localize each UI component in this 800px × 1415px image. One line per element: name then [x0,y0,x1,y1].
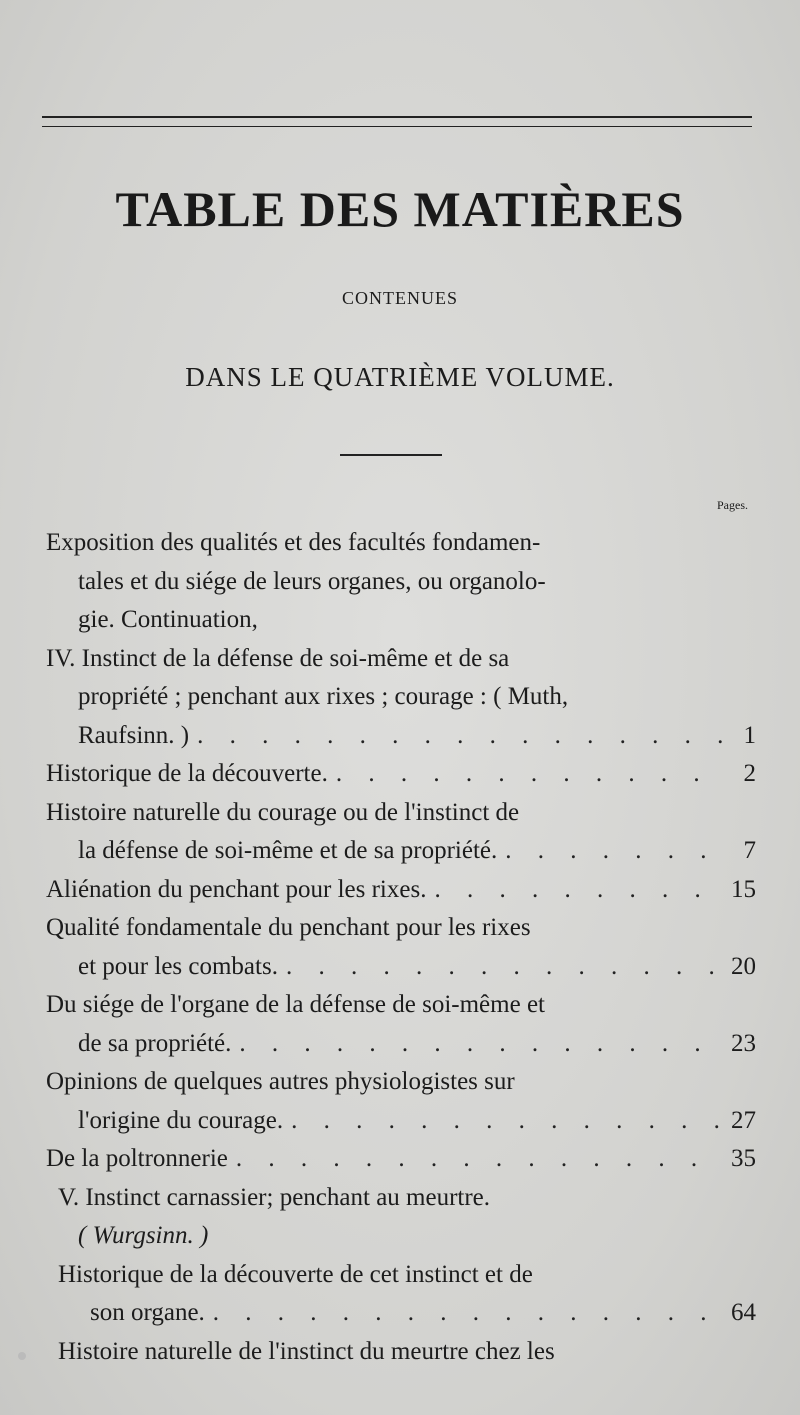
toc-entry-text: Opinions de quelques autres physiologistes sur [46,1068,515,1095]
toc-entry-text: V. Instinct carnassier; penchant au meurtre. [58,1183,491,1211]
toc-entry-line [46,986,756,1025]
toc-entry [46,794,756,871]
toc-entry-line [46,794,756,833]
toc-entry [46,1063,756,1140]
page-number: 35 [731,1145,756,1172]
page-number: 64 [731,1299,756,1326]
paper-speck [18,1352,26,1360]
toc-entry-line [46,563,756,602]
toc-entry-line [46,832,756,871]
toc-entry-line [58,1333,756,1372]
dot-leader [239,1025,724,1064]
toc-entry-text: de sa propriété. [78,1029,232,1057]
toc-entry [46,871,756,910]
toc-entry-text: Raufsinn. ) [78,721,190,749]
toc-entry-text: et pour les combats. [78,952,278,980]
page-number: 27 [731,1106,756,1134]
page-subtitle: CONTENUES [342,288,458,308]
toc-entry-text: Historique de la découverte. [46,760,328,787]
toc-entry-text: De la poltronnerie [46,1145,228,1172]
toc-entry-text: Histoire naturelle du courage ou de l'instinct de [46,798,520,826]
page-number: 15 [731,875,756,903]
toc-entry-line [46,909,756,948]
toc-entry-text: Exposition des qualités et des facultés fondamen- [46,529,541,556]
dot-leader [336,755,724,794]
toc-entry-line [46,1140,756,1179]
dot-leader [286,948,724,987]
toc-entry-line [46,948,756,987]
toc-entry-line [58,1256,756,1295]
toc-entry-line [46,640,756,679]
dot-leader [291,1102,724,1141]
section-divider [340,454,442,456]
toc-entry-line [46,1025,756,1064]
header-rule [42,116,752,118]
toc-entry [46,640,756,756]
toc-entry [46,755,756,794]
volume-heading: DANS LE QUATRIÈME VOLUME. [185,362,615,392]
dot-leader [236,1140,724,1179]
page-title: TABLE DES MATIÈRES [115,181,685,237]
toc-entry-text: son organe. [90,1299,205,1326]
toc-entry-line [46,1217,756,1256]
pages-column-label: Pages. [717,498,748,512]
toc-entry-text: Aliénation du penchant pour les rixes. [46,875,427,903]
toc-entry-line [58,1294,756,1333]
toc-entry-text: Qualité fondamentale du penchant pour les rixes [46,914,531,941]
toc-entry-text: propriété ; penchant aux rixes ; courage : ( Muth, [78,683,569,710]
toc-entry-line [46,1102,756,1141]
toc-entry-line [46,601,756,640]
page-number: 20 [731,952,756,980]
dot-leader [197,717,724,756]
toc-entry-line [46,1063,756,1102]
toc-entry-line [46,1179,756,1218]
toc-entry-text: tales et du siége de leurs organes, ou organolo- [78,567,546,595]
dot-leader [434,871,724,910]
toc-entry-text: Historique de la découverte de cet instinct et de [58,1260,533,1288]
toc-entry [46,524,756,640]
toc-entry [46,986,756,1063]
toc-entry [46,1179,756,1256]
dot-leader [213,1294,724,1333]
toc-entry-line [46,524,756,563]
toc-entry [46,1333,756,1372]
toc-entry-line [46,717,756,756]
page-number: 1 [743,721,756,749]
table-of-contents [46,524,756,1371]
toc-entry-text: la défense de soi-même et de sa propriété. [78,837,498,864]
page-number: 23 [731,1029,756,1057]
toc-entry-text: l'origine du courage. [78,1106,284,1134]
toc-entry-line [46,755,756,794]
toc-entry-line [46,871,756,910]
toc-entry-text: Du siége de l'organe de la défense de soi-même et [46,991,545,1018]
toc-entry-text: IV. Instinct de la défense de soi-même et de sa [46,644,510,672]
page-number: 7 [743,837,756,864]
toc-entry [46,909,756,986]
toc-entry-text: gie. Continuation, [78,606,258,633]
header-rule-thin [42,126,752,127]
toc-entry-line [46,678,756,717]
toc-entry [46,1256,756,1333]
dot-leader [505,832,724,871]
toc-entry [46,1140,756,1179]
toc-entry-text: ( Wurgsinn. ) [78,1222,209,1249]
toc-entry-text: Histoire naturelle de l'instinct du meurtre chez les [58,1337,555,1365]
page-number: 2 [743,760,756,787]
